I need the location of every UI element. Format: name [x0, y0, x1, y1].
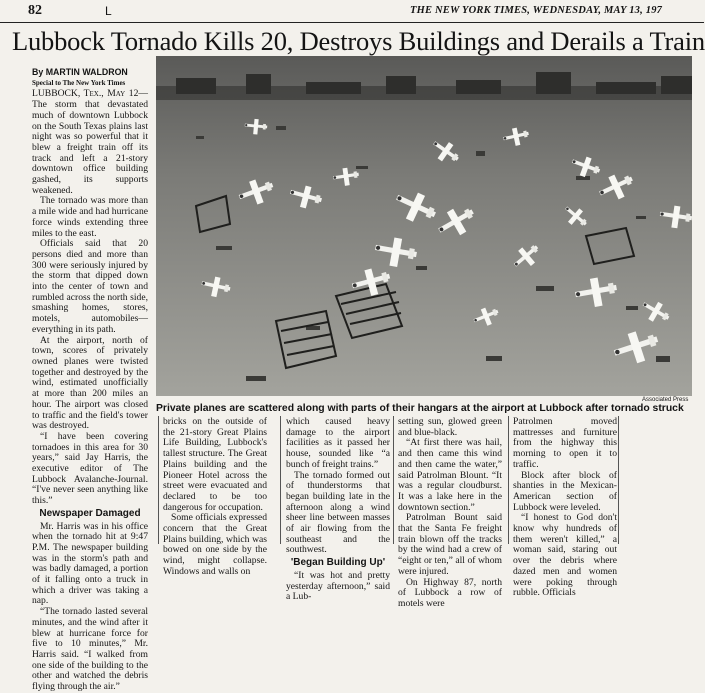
column-rule: [508, 416, 509, 544]
paragraph: “It was hot and pretty yesterday afternoon,” said a Lub-: [286, 569, 390, 603]
news-photo: [156, 56, 692, 396]
paragraph: “I have been covering tornadoes in this area for 30 years,” said Jay Harris, the executive editor of The Lubbock Avalanche-Journal. “I've never seen anything like this.”: [32, 430, 148, 507]
airport-damage-photo: [156, 56, 692, 396]
article-column: [163, 416, 267, 577]
photo-credit: Associated Press: [642, 397, 689, 403]
paragraph: On Highway 87, north of Lubbock a row of motels were: [398, 576, 502, 609]
article-column: [286, 416, 390, 603]
page-number: 82: [28, 3, 42, 18]
paragraph: “The tornado lasted several minutes, and the wind after it blew at hurricane force for five to 10 minutes,” Mr. Harris said. “I walked from one side of the building to the other and watched the debris flying through the air.”: [32, 606, 148, 693]
column-rule: [158, 416, 159, 544]
column-rule: [393, 416, 394, 544]
paragraph: “I honest to God don't know why hundreds of them weren't killed,” a woman said, staring out over the debris where dazed men and women were poking through rubble. Officials: [513, 512, 617, 599]
paragraph: The tornado was more than a mile wide and had hurricane force winds extending three miles to the east.: [32, 195, 148, 239]
dateline: LUBBOCK, Tex., May 12—: [32, 88, 148, 100]
byline-special: Special to The New York Times: [32, 78, 126, 87]
paragraph: “At first there was hail, and then came this wind and then came the water,” said Patrolman Blount. “It was a regular cloudburst. It was a lake here in the downtown section.”: [398, 437, 502, 513]
paragraph: Patrolmen moved mattresses and furniture from the highway this morning to open it to traffic.: [513, 416, 617, 470]
headline: Lubbock Tornado Kills 20, Destroys Buildings and Derails a Train: [12, 26, 705, 56]
paragraph: Some officials expressed concern that the Great Plains building, which was bowed on one side by the wind, might collapse. Windows and walls on: [163, 512, 267, 577]
paragraph: setting sun, glowed green and blue-black.: [398, 416, 502, 438]
paragraph: which caused heavy damage to the airport facilities as it passed her house, sounded like “a bunch of freight trains.”: [286, 416, 390, 470]
section-letter: L: [105, 4, 112, 18]
subhead: 'Began Building Up': [290, 557, 386, 569]
article-column: [513, 416, 617, 599]
paragraph: Patrolman Bount said that the Santa Fe freight train blown off the tracks by the wind had a crew of “eight or ten,” all of whom were injured.: [398, 512, 502, 577]
left-column: [32, 67, 148, 693]
paragraph: The storm that devastated much of downtown Lubbock on the South Texas plains last night was so powerful that it blew a freight train off its track and left a 21-story downtown office building gashed, its supports weakened.: [32, 99, 148, 196]
paragraph: bricks on the outside of the 21-story Great Plains Life Building, Lubbock's tallest structure. The Great Plains building and the Pioneer Hotel across the street were evacuated and declared to be too dangerous for occupation.: [163, 416, 267, 513]
paragraph: At the airport, north of town, scores of privately owned planes were twisted together and destroyed by the wind, estimated unofficially at more than 200 miles an hour. The airport was closed to traffic and the field's tower was destroyed.: [32, 334, 148, 432]
byline: By MARTIN WALDRON: [32, 67, 128, 77]
paragraph: Block after block of shanties in the Mexican-American section of Lubbock were leveled.: [513, 469, 617, 513]
column-rule: [280, 416, 281, 544]
paragraph: The tornado formed out of thunderstorms that began building late in the afternoon along a wind sheer line between masses of air flowing from the southeast and the southwest.: [286, 469, 390, 556]
paragraph: Officials said that 20 persons died and more than 300 were seriously injured by the storm that dipped down into the center of town and rumbled across the north side, smashing homes, stores, motels, automobiles—everything in its path.: [32, 238, 148, 335]
article-column: [398, 416, 502, 609]
subhead: Newspaper Damaged: [39, 507, 141, 519]
photo-caption: Private planes are scattered along with parts of their hangars at the airport at Lubbock after tornado struck: [156, 403, 684, 414]
newspaper-date-line: THE NEW YORK TIMES, WEDNESDAY, MAY 13, 197: [410, 5, 663, 16]
column-rule: [618, 416, 619, 544]
paragraph: Mr. Harris was in his office when the tornado hit at 9:47 P.M. The newspaper building was in the storm's path and was badly damaged, a portion of it falling onto a truck in which a driver was taking a nap.: [32, 520, 148, 607]
lead-paragraph: [32, 89, 148, 196]
